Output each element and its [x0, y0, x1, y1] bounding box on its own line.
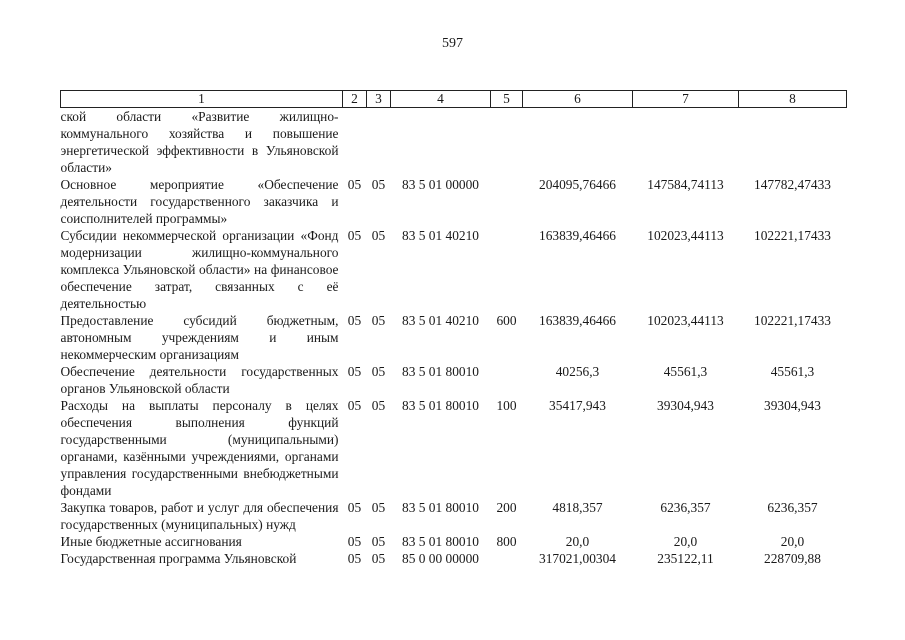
- section-code: 05: [347, 500, 362, 515]
- section-code: 05: [347, 551, 362, 566]
- amount-year-2: 147584,74113: [647, 177, 724, 192]
- expense-type-code: [491, 227, 523, 312]
- amount-year-1: 163839,46466: [539, 228, 616, 243]
- column-header: 2: [343, 91, 367, 108]
- expense-type-code: 100: [496, 398, 517, 413]
- column-header: 4: [391, 91, 491, 108]
- target-article-code: 85 0 00 00000: [402, 551, 479, 566]
- item-name: Субсидии некоммерческой организации «Фонд модернизации жилищно-коммунального комплекса Ульяновской области» на финансовое обеспечение затрат, связанных с её деятельностью: [60, 228, 339, 311]
- section-code: 05: [347, 364, 362, 379]
- target-article-code: 83 5 01 80010: [402, 364, 479, 379]
- section-code: 05: [347, 228, 362, 243]
- subsection-code: 05: [371, 398, 386, 413]
- item-name: Государственная программа Ульяновской: [60, 551, 297, 566]
- amount-year-3: 45561,3: [770, 364, 815, 379]
- amount-year-1: 20,0: [565, 534, 590, 549]
- subsection-code: 05: [371, 313, 386, 328]
- amount-year-1: 163839,46466: [539, 313, 616, 328]
- column-header: 5: [491, 91, 523, 108]
- target-article-code: 83 5 01 80010: [402, 534, 479, 549]
- column-header: 6: [523, 91, 633, 108]
- item-name: ской области «Развитие жилищно-коммунального хозяйства и повышение энергетической эффективности в Ульяновской области»: [60, 109, 339, 175]
- amount-year-3: [739, 108, 847, 177]
- section-code: [343, 108, 367, 177]
- column-number-row: [61, 91, 847, 108]
- subsection-code: 05: [371, 177, 386, 192]
- subsection-code: 05: [371, 228, 386, 243]
- amount-year-1: 4818,357: [552, 500, 603, 515]
- table-row: [61, 227, 847, 312]
- item-name: Обеспечение деятельности государственных органов Ульяновской области: [60, 364, 339, 396]
- amount-year-3: 6236,357: [767, 500, 818, 515]
- table-row: [61, 176, 847, 227]
- column-header: 7: [633, 91, 739, 108]
- item-name: Предоставление субсидий бюджетным, автономным учреждениям и иным некоммерческим организациям: [60, 313, 339, 362]
- amount-year-1: 204095,76466: [539, 177, 616, 192]
- column-header: 1: [61, 91, 343, 108]
- section-code: 05: [347, 313, 362, 328]
- target-article-code: 83 5 01 80010: [402, 500, 479, 515]
- amount-year-2: [633, 108, 739, 177]
- table-row: [61, 533, 847, 550]
- amount-year-1: 40256,3: [555, 364, 600, 379]
- amount-year-2: 102023,44113: [647, 228, 724, 243]
- amount-year-3: 20,0: [780, 534, 805, 549]
- target-article-code: 83 5 01 40210: [402, 313, 479, 328]
- page-number: 597: [442, 36, 463, 51]
- table-row: [61, 108, 847, 177]
- expense-type-code: [491, 176, 523, 227]
- item-name: Основное мероприятие «Обеспечение деятельности государственного заказчика и соисполнителей программы»: [60, 177, 339, 226]
- amount-year-1: 317021,00304: [539, 551, 616, 566]
- expense-type-code: [491, 550, 523, 567]
- amount-year-3: 102221,17433: [754, 313, 831, 328]
- amount-year-2: 45561,3: [663, 364, 708, 379]
- section-code: 05: [347, 177, 362, 192]
- target-article-code: 83 5 01 40210: [402, 228, 479, 243]
- target-article-code: [391, 108, 491, 177]
- table-row: [61, 312, 847, 363]
- budget-table: [60, 90, 847, 567]
- section-code: 05: [347, 534, 362, 549]
- subsection-code: 05: [371, 534, 386, 549]
- amount-year-2: 235122,11: [657, 551, 714, 566]
- amount-year-2: 39304,943: [657, 398, 714, 413]
- amount-year-3: 147782,47433: [754, 177, 831, 192]
- table-row: [61, 550, 847, 567]
- table-row: [61, 363, 847, 397]
- amount-year-2: 20,0: [673, 534, 698, 549]
- subsection-code: [367, 108, 391, 177]
- target-article-code: 83 5 01 80010: [402, 398, 479, 413]
- amount-year-3: 39304,943: [764, 398, 821, 413]
- table-row: [61, 397, 847, 499]
- subsection-code: 05: [371, 364, 386, 379]
- amount-year-1: 35417,943: [549, 398, 606, 413]
- amount-year-1: [523, 108, 633, 177]
- amount-year-2: 6236,357: [660, 500, 711, 515]
- expense-type-code: 800: [496, 534, 517, 549]
- amount-year-2: 102023,44113: [647, 313, 724, 328]
- expense-type-code: 600: [496, 313, 517, 328]
- column-header: 3: [367, 91, 391, 108]
- subsection-code: 05: [371, 551, 386, 566]
- subsection-code: 05: [371, 500, 386, 515]
- table-row: [61, 499, 847, 533]
- section-code: 05: [347, 398, 362, 413]
- expense-type-code: [491, 108, 523, 177]
- amount-year-3: 228709,88: [764, 551, 821, 566]
- expense-type-code: [491, 363, 523, 397]
- item-name: Иные бюджетные ассигнования: [60, 534, 242, 549]
- expense-type-code: 200: [496, 500, 517, 515]
- item-name: Закупка товаров, работ и услуг для обеспечения государственных (муниципальных) нужд: [60, 500, 339, 532]
- column-header: 8: [739, 91, 847, 108]
- item-name: Расходы на выплаты персоналу в целях обеспечения выполнения функций государственными (муниципальными) органами, казёнными учреждениями, органами управления государственными внебюджетными фондами: [60, 398, 339, 498]
- amount-year-3: 102221,17433: [754, 228, 831, 243]
- target-article-code: 83 5 01 00000: [402, 177, 479, 192]
